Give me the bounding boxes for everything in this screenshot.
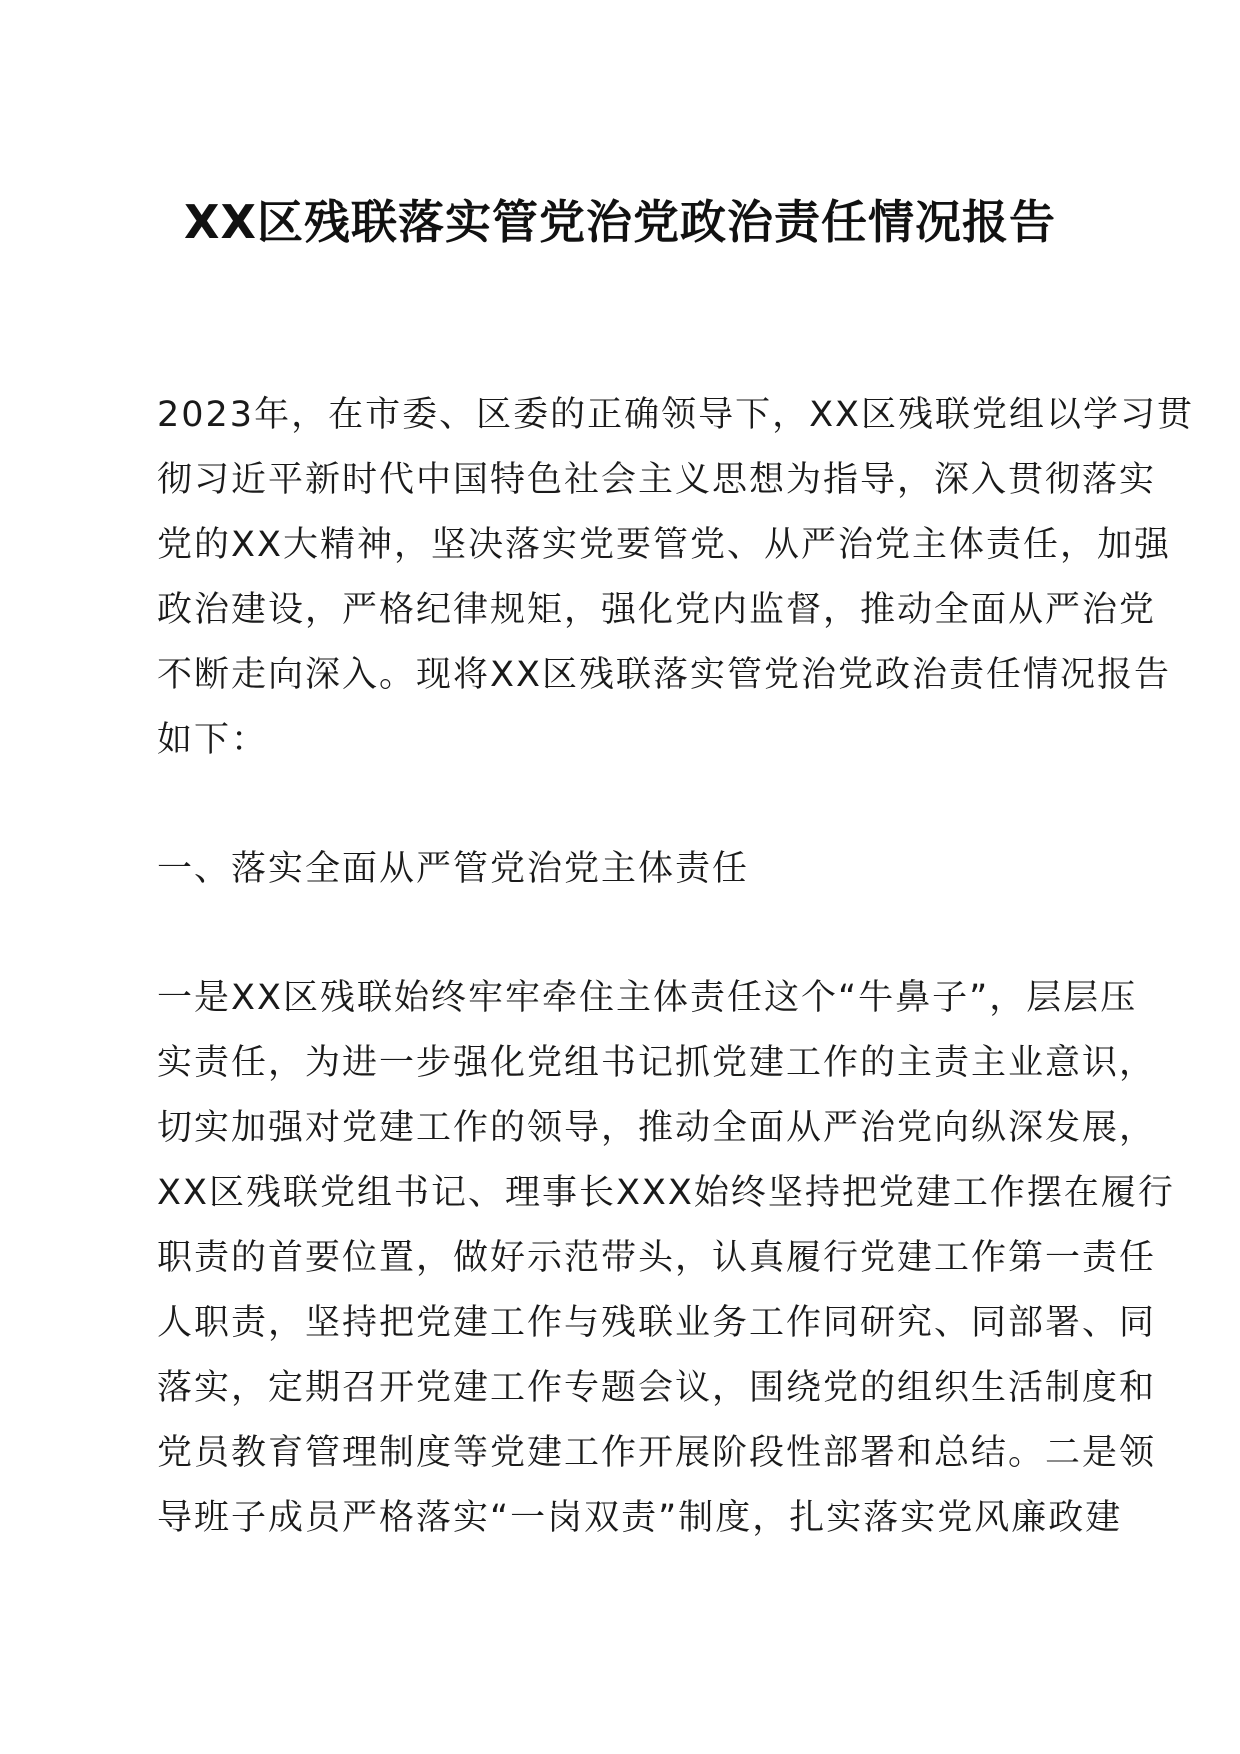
intro-line: 政治建设，严格纪律规矩，强化党内监督，推动全面从严治党 [157,590,1157,630]
section-line: 党员教育管理制度等党建工作开展阶段性部署和总结。二是领 [157,1433,1157,1473]
intro-line: 如下： [157,720,269,760]
intro-line: 党的XX大精神，坚决落实党要管党、从严治党主体责任，加强 [157,525,1171,565]
intro-line: 彻习近平新时代中国特色社会主义思想为指导，深入贯彻落实 [157,460,1157,500]
section-line: 切实加强对党建工作的领导，推动全面从严治党向纵深发展， [157,1108,1157,1148]
section-line: 一是XX区残联始终牢牢牵住主体责任这个“牛鼻子”，层层压 [157,978,1138,1018]
section-line: 职责的首要位置，做好示范带头，认真履行党建工作第一责任 [157,1238,1157,1278]
section-line: 导班子成员严格落实“一岗双责”制度，扎实落实党风廉政建 [157,1498,1123,1538]
intro-line: 2023年，在市委、区委的正确领导下，XX区残联党组以学习贯 [157,395,1195,435]
section-line: 人职责，坚持把党建工作与残联业务工作同研究、同部署、同 [157,1303,1157,1343]
intro-line: 不断走向深入。现将XX区残联落实管党治党政治责任情况报告 [157,655,1171,695]
section-line: 实责任，为进一步强化党组书记抓党建工作的主责主业意识， [157,1043,1157,1083]
section-heading: 一、落实全面从严管党治党主体责任 [157,849,750,889]
section-line: XX区残联党组书记、理事长XXX始终坚持把党建工作摆在履行 [157,1173,1175,1213]
section-line: 落实，定期召开党建工作专题会议，围绕党的组织生活制度和 [157,1368,1157,1408]
document-title: XX区残联落实管党治党政治责任情况报告 [184,195,1056,249]
